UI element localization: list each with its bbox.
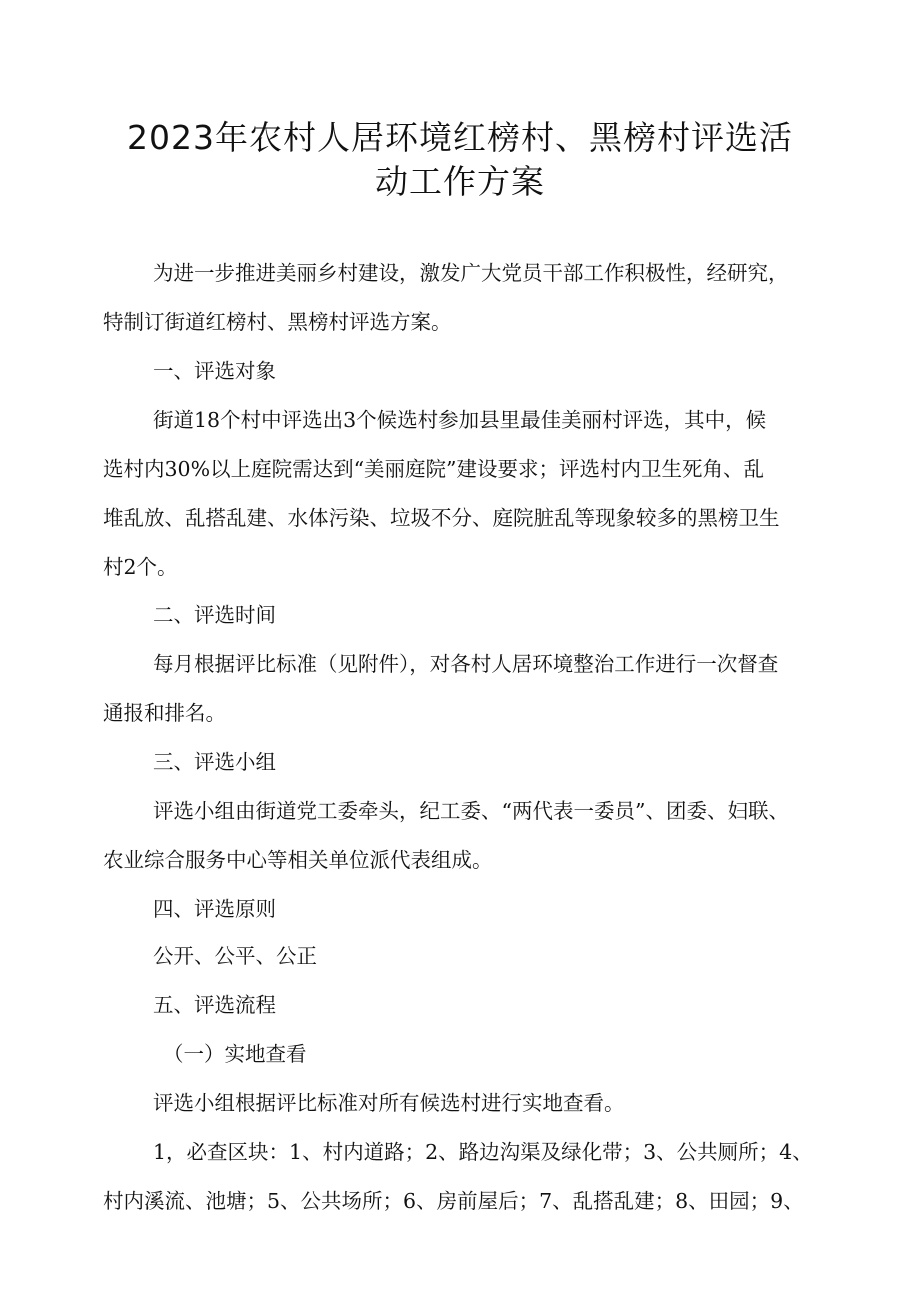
section-heading: 四、评选原则 [153,897,276,921]
paragraph-line: 选村内30%以上庭院需达到“美丽庭院”建设要求；评选村内卫生死角、乱 [103,457,765,481]
section-heading: 三、评选小组 [153,750,276,774]
paragraph-line: 通报和排名。 [103,701,226,725]
paragraph-line: 评选小组根据评比标准对所有候选村进行实地查看。 [153,1091,625,1115]
paragraph-line: 街道18个村中评选出3个候选村参加县里最佳美丽村评选，其中，候 [153,408,767,432]
document-title-line-1: 2023年农村人居环境红榜村、黑榜村评选活 [127,118,793,157]
paragraph-line: 每月根据评比标准（见附件），对各村人居环境整治工作进行一次督查 [153,652,779,676]
paragraph-line: 堆乱放、乱搭乱建、水体污染、垃圾不分、庭院脏乱等现象较多的黑榜卫生 [103,506,780,530]
subsection-heading: （一）实地查看 [163,1042,307,1066]
paragraph-line: 评选小组由街道党工委牵头，纪工委、“两代表一委员”、团委、妇联、 [153,799,789,823]
paragraph-line: 农业综合服务中心等相关单位派代表组成。 [103,848,493,872]
paragraph-line: 特制订街道红榜村、黑榜村评选方案。 [103,310,452,334]
paragraph-line: 1，必查区块：1、村内道路；2、路边沟渠及绿化带；3、公共厕所；4、 [153,1140,813,1164]
section-heading: 二、评选时间 [153,603,276,627]
paragraph-line: 村2个。 [103,555,178,579]
section-heading: 一、评选对象 [153,359,276,383]
paragraph-line: 公开、公平、公正 [153,944,317,968]
paragraph-line: 为进一步推进美丽乡村建设，激发广大党员干部工作积极性，经研究， [153,261,789,285]
section-heading: 五、评选流程 [153,993,276,1017]
paragraph-line: 村内溪流、池塘；5、公共场所；6、房前屋后；7、乱搭乱建；8、田园；9、 [103,1189,804,1213]
document-title-line-2: 动工作方案 [375,162,545,201]
